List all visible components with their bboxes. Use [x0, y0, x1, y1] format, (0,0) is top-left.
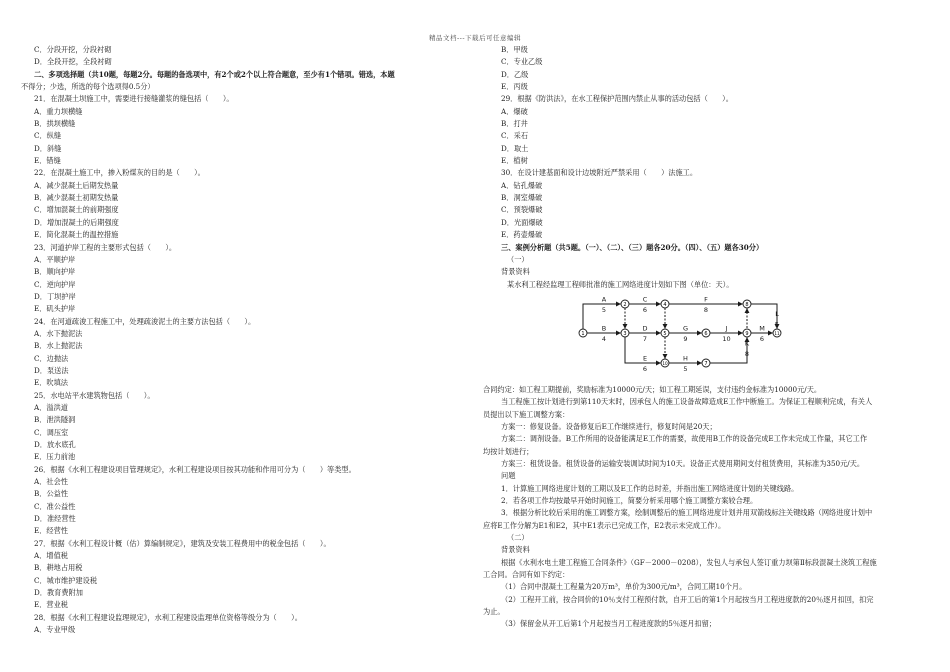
case-number: （二）: [507, 533, 529, 542]
option-line: B．顺向护岸: [34, 267, 76, 277]
node-number: 7: [704, 360, 708, 367]
option-line: D．丁坝护岸: [34, 291, 76, 301]
text-line: D．全段开挖，全段衬砌: [34, 57, 112, 67]
node-number: 3: [623, 330, 627, 337]
text-line: 方案一：修复设备。设备修复后E工作继续进行，修复时间是20天；: [501, 421, 717, 431]
option-line: B．洞室爆破: [501, 193, 543, 203]
question-23: 23．河道护岸工程的主要形式包括（ ）。: [34, 242, 177, 252]
option-line: C．纵缝: [34, 131, 62, 141]
option-line: B．减少混凝土初期发热量: [34, 193, 119, 203]
right-column: [483, 44, 938, 631]
node-number: 2: [623, 301, 627, 308]
option-line: E．植树: [501, 156, 528, 166]
option-line: D．光面爆破: [501, 217, 543, 227]
text-line: 方案三：租赁设备。租赁设备的运输安装调试时间为10天。设备正式使用期间支付租赁费用，其标准为350元/天。: [501, 458, 865, 468]
option-line: B．公益性: [34, 489, 69, 499]
node-number: 5: [663, 330, 667, 337]
option-line: D．准经营性: [34, 514, 76, 524]
activity-name: L: [775, 309, 779, 318]
option-line: E．营业税: [34, 600, 68, 610]
activity-duration: 7: [642, 334, 648, 343]
case-number: （一）: [507, 254, 529, 264]
node-number: 8: [745, 301, 749, 308]
section-heading-case-analysis: 三、案例分析题（共5题。（一）、（二）、（三）题各20分。（四）、（五）题各30分）: [501, 242, 764, 252]
activity-duration: 5: [683, 364, 688, 373]
option-line: B．水上抛泥法: [34, 341, 83, 351]
text-line: 均按计划进行；: [483, 446, 534, 456]
question-27: 27．根据《水利工程设计概（估）算编制规定》，建筑及安装工程费用中的税金包括（ ）。: [34, 538, 331, 548]
option-line: A．水下抛泥法: [34, 328, 83, 338]
activity-name: D: [642, 324, 648, 333]
option-line: D．教育费附加: [34, 588, 83, 598]
activity-name: C: [642, 295, 648, 304]
option-line: E．压力前池: [34, 452, 76, 462]
option-line: E．丙级: [501, 82, 528, 92]
option-line: E．药壶爆破: [501, 230, 543, 240]
question-21: 21．在混凝土坝施工中，需要进行接缝灌浆的缝包括（ ）。: [34, 94, 234, 104]
activity-name: B: [601, 324, 607, 333]
section-heading-multiple-choice: 二、多项选择题（共10题，每题2分。每题的备选项中，有2个或2个以上符合题意，至少有1个错项。错选，本题: [34, 69, 395, 79]
text-line: （2）工程开工前，按合同价的10％支付工程预付款，自开工后的第1个月起按当月工程进度款的20％逐月扣回，扣完: [501, 594, 874, 604]
dummy-arrow: [710, 308, 747, 333]
activity-duration: 6: [759, 334, 765, 343]
activity-name: E: [642, 354, 648, 363]
option-line: C．城市维护建设税: [34, 575, 98, 585]
activity-duration: 5: [601, 305, 607, 314]
text-line: C．分段开挖，分段衬砌: [34, 45, 112, 54]
question-24: 24．在河道疏浚工程施工中，处理疏浚泥土的主要方法包括（ ）。: [34, 316, 256, 326]
activity-duration: 10: [722, 334, 731, 343]
question-29: 29．根据《防洪法》，在水工程保护范围内禁止从事的活动包括（ ）。: [501, 94, 733, 104]
option-line: E．经营性: [34, 526, 68, 536]
option-line: B．拱坝横缝: [34, 119, 76, 129]
text-line: 当工程施工按计划进行到第110天末时，因承包人的施工设备故障造成E工作中断施工。为保证工程顺利完成，有关人: [501, 397, 873, 407]
activity-duration: 6: [642, 364, 648, 373]
option-line: C．预裂爆破: [501, 205, 543, 215]
option-line: B．耕地占用税: [34, 563, 83, 573]
option-line: A．爆破: [501, 106, 528, 116]
option-line: B．泄洪隧洞: [34, 415, 76, 425]
activity-duration: 5: [774, 320, 780, 329]
option-line: A．溢洪道: [34, 402, 68, 412]
activity-duration: 4: [601, 334, 607, 343]
option-line: C．专业乙级: [501, 57, 543, 67]
activity-name: A: [601, 295, 607, 304]
question-28: 28．根据《水利工程建设监理规定》，水利工程建设监理单位资格等级分为（ ）。: [34, 612, 302, 622]
activity-duration: 8: [744, 349, 750, 358]
text-line: （1）合同中混凝土工程量为20万m³，单价为300元/m³，合同工期10个月。: [501, 582, 747, 592]
activity-duration: 8: [703, 305, 709, 314]
text-line: 方案二：调剂设备。B工作所用的设备能满足E工作的需要，故使用B工作的设备完成E工作未完成工作量，其它工作: [501, 434, 868, 444]
option-line: A．重力坝横缝: [34, 106, 83, 116]
option-line: A．钻孔爆破: [501, 180, 543, 190]
option-line: D．放水底孔: [34, 440, 76, 449]
option-line: D．增加混凝土的后期强度: [34, 217, 119, 227]
node-number: 1: [581, 330, 585, 337]
option-line: D．斜缝: [34, 143, 62, 153]
node-number: 10: [662, 360, 668, 366]
network-diagram: [575, 292, 785, 374]
option-line: A．平顺护岸: [34, 254, 76, 264]
option-line: A．专业甲级: [34, 625, 76, 635]
left-column: [21, 44, 471, 637]
text-line: （3）保留金从开工后第1个月起按当月工程进度款的5％逐月扣留；: [501, 619, 716, 629]
text-line: 员提出以下施工调整方案：: [483, 409, 570, 419]
text-line: 1．计算施工网络进度计划的工期以及E工作的总时差，并指出施工网络进度计划的关键线路。: [501, 483, 799, 493]
text-line: 不得分；少选，所选的每个选项得0.5分）: [21, 82, 155, 92]
option-line: C．增加混凝土的前期强度: [34, 205, 119, 215]
activity-duration: 9: [683, 334, 688, 343]
option-line: C．调压室: [34, 427, 69, 437]
option-line: D．取土: [501, 143, 529, 153]
activity-name: H: [683, 354, 688, 363]
text-line: 工合同。合同有如下约定：: [483, 570, 570, 580]
activity-name: G: [682, 324, 689, 333]
option-line: A．减少混凝土后期发热量: [34, 180, 119, 190]
option-line: B．打井: [501, 119, 528, 129]
background-label: 背景资料: [501, 545, 530, 555]
node-number: 4: [663, 301, 667, 308]
text-line: 根据《水利水电土建工程施工合同条件》（GF－2000－0208），发包人与承包人签订重力坝第Ⅱ标段混凝土浇筑工程施: [501, 557, 877, 567]
option-line: D．乙级: [501, 69, 529, 79]
text-line: 3．根据分析比较后采用的施工调整方案，绘制调整后的施工网络进度计划并用双箭线标注关键线路（网络进度计划中: [501, 508, 873, 518]
text-line: 为止。: [483, 607, 505, 617]
activity-name: K: [744, 339, 750, 348]
option-line: A．增值税: [34, 551, 68, 561]
node-number: 9: [745, 330, 749, 337]
activity-name: M: [759, 324, 765, 333]
option-line: E．错缝: [34, 156, 61, 166]
activity-duration: 6: [642, 305, 648, 314]
question-22: 22．在混凝土施工中，掺入粉煤灰的目的是（ ）。: [34, 168, 205, 178]
question-26: 26．根据《水利工程建设项目管理规定》，水利工程建设项目按其功能和作用可分为（ ）等类型。: [34, 464, 356, 474]
activity-name: J: [725, 324, 728, 333]
option-line: A．社会性: [34, 477, 68, 487]
option-line: E．吹填法: [34, 378, 68, 388]
option-line: E．简化混凝土的温控措施: [34, 230, 119, 240]
option-line: D．泵送法: [34, 365, 69, 375]
background-label: 背景资料: [501, 267, 530, 277]
question-30: 30．在设计建基面和设计边坡附近严禁采用（ ）法施工。: [501, 168, 698, 178]
question-label: 问题: [501, 471, 516, 481]
text-line: 2．若各项工作均按最早开始时间施工，简要分析采用哪个施工调整方案较合理。: [501, 495, 758, 505]
node-number: 6: [704, 330, 708, 337]
text-line: 应将E工作分解为E1和E2，其中E1表示已完成工作，E2表示未完成工作）。: [483, 520, 726, 530]
page-header: 精品文档---下载后可任意编辑: [428, 34, 522, 42]
option-line: C．采石: [501, 131, 529, 141]
option-line: B．甲级: [501, 45, 528, 54]
question-25: 25．水电站平水建筑物包括（ ）。: [34, 390, 155, 400]
node-number: 11: [774, 330, 780, 336]
option-line: E．矶头护岸: [34, 304, 76, 314]
option-line: C．边抛法: [34, 353, 69, 363]
text-line: 合同约定：如工程工期提前，奖励标准为10000元/天；如工程工期延误，支付违约金标准为10000元/天。: [483, 384, 822, 394]
activity-name: F: [704, 295, 708, 304]
option-line: C．准公益性: [34, 501, 76, 511]
network-caption: 某水利工程经监理工程师批准的施工网络进度计划如下图（单位：天）。: [507, 279, 734, 289]
option-line: C．逆向护岸: [34, 279, 76, 289]
